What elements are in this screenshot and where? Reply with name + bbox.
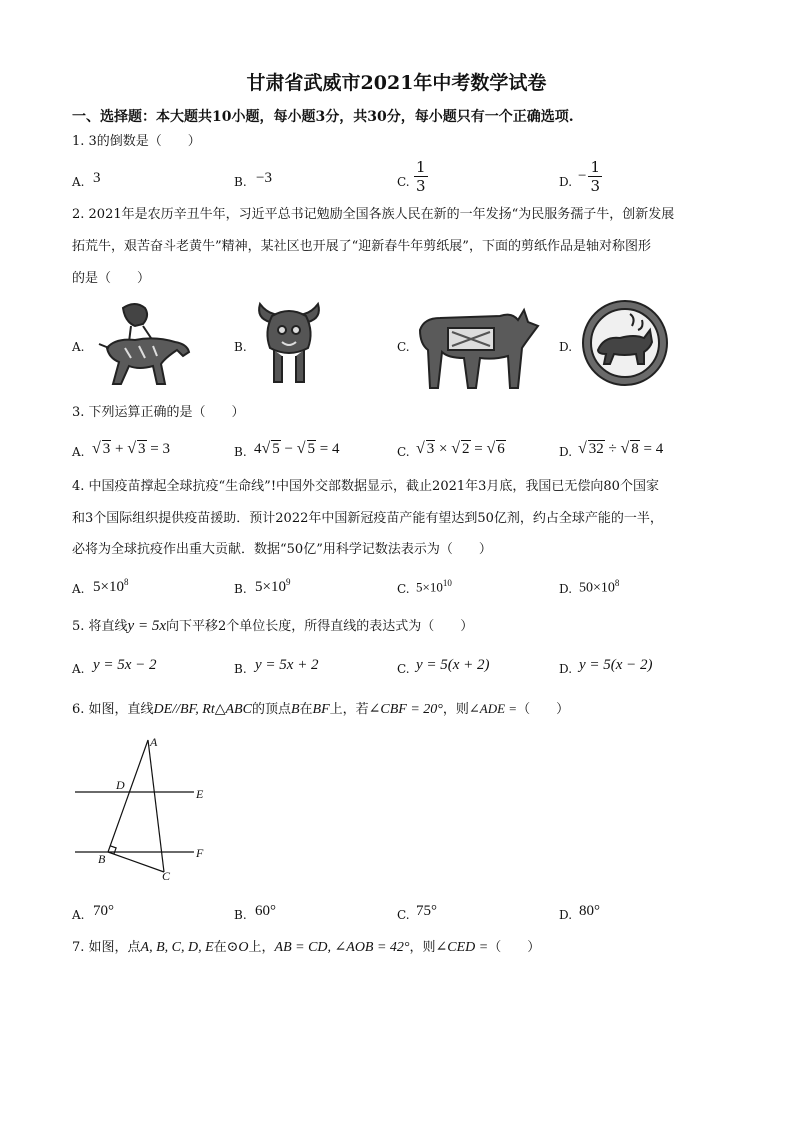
q1-d-numerator: 1 — [590, 158, 601, 176]
q4-option-c — [416, 578, 452, 595]
q6-stem — [72, 702, 569, 716]
q3-option-d: √ 32 ÷ √ 8 = 4 — [578, 440, 664, 457]
q3-d-result: = 4 — [643, 441, 664, 457]
q3-b-radicand-2: 5 — [307, 441, 316, 457]
q3-a-radicand-1: 3 — [102, 441, 111, 457]
q4-label-a: A. — [72, 582, 85, 596]
q7-math-3: ∠CED = — [435, 940, 489, 955]
q6-option-d: 80° — [579, 903, 600, 919]
q3-a-op: + — [115, 441, 124, 457]
q6-math-5: ∠ADE = — [468, 701, 518, 716]
label-f: F — [196, 846, 204, 860]
q7-mid-2: 上， — [248, 940, 275, 955]
q7-circle: ⊙O — [226, 940, 249, 955]
q3-d-radicand-1: 32 — [588, 441, 604, 457]
label-d: D — [116, 778, 125, 792]
q6-end: （ ） — [517, 702, 570, 717]
q1-option-a: 3 — [93, 170, 101, 186]
q5-pre: 5. 将直线 — [72, 619, 128, 634]
q5-stem — [72, 620, 473, 633]
q6-math-3: BF — [312, 702, 330, 717]
q1-c-denominator: 3 — [416, 177, 426, 195]
q4-a-base: 5×10 — [93, 579, 124, 595]
q6-label-b: B. — [234, 908, 247, 922]
ox-papercut-d-icon — [580, 298, 670, 388]
ox-papercut-c-icon — [414, 300, 542, 392]
q2-label-d: D. — [559, 340, 573, 354]
q3-option-c: √ 3 × √ 2 = √ 6 — [416, 440, 505, 457]
q3-c-eq: = — [474, 441, 483, 457]
q4-option-a — [93, 577, 128, 596]
q3-label-d: D. — [559, 445, 573, 459]
q5-label-a: A. — [72, 662, 85, 676]
q7-mid-3: ，则 — [409, 940, 436, 955]
q3-d-radicand-2: 8 — [631, 441, 639, 457]
q3-a-radicand-2: 3 — [138, 441, 146, 457]
q3-stem: 3. 下列运算正确的是（ ） — [72, 405, 245, 420]
q4-line-1: 4. 中国疫苗撑起全球抗疫“生命线”!中国外交部数据显示，截止2021年3月底，我国已无偿向80个国家 — [72, 479, 659, 494]
q6-pre: 6. 如图，直线 — [72, 702, 154, 717]
q5-option-b: y = 5x + 2 — [255, 657, 319, 673]
q1-label-a: A. — [72, 175, 85, 189]
section-heading: 一、选择题：本大题共10小题，每小题3分，共30分，每小题只有一个正确选项. — [72, 109, 574, 125]
q5-equation: y = 5x — [127, 618, 166, 634]
q5-option-c: y = 5(x + 2) — [416, 657, 490, 673]
q1-option-d — [578, 158, 602, 195]
q4-b-exp: 9 — [285, 577, 291, 587]
q6-math-2: B — [290, 702, 300, 717]
q6-math-1: DE//BF, Rt△ABC — [153, 702, 252, 717]
q7-math-1: A, B, C, D, E — [140, 940, 214, 955]
q4-b-base: 5×10 — [255, 579, 286, 595]
q4-line-2: 和3个国际组织提供疫苗援助．预计2022年中国新冠疫苗产能有望达到50亿剂，约占全球产能的一半， — [72, 511, 663, 526]
q2-label-b: B. — [234, 340, 247, 354]
q6-option-c: 75° — [416, 903, 437, 919]
q1-label-c: C. — [397, 175, 410, 189]
q4-c-base: 5×10 — [416, 579, 443, 595]
q4-line-3: 必将为全球抗疫作出重大贡献．数据“50亿”用科学记数法表示为（ ） — [72, 542, 492, 557]
q3-option-a: √ 3 + √ 3 = 3 — [92, 440, 170, 457]
q3-b-result: = 4 — [319, 441, 340, 457]
q6-mid-2: 在 — [299, 702, 313, 717]
q5-label-d: D. — [559, 662, 573, 676]
q1-d-denominator: 3 — [590, 177, 601, 195]
q3-b-radicand-1: 5 — [272, 441, 280, 457]
q5-post: 向下平移2个单位长度，所得直线的表达式为（ ） — [165, 619, 474, 634]
ox-papercut-a-icon — [95, 298, 195, 390]
q6-mid-1: 的顶点 — [251, 702, 291, 717]
label-a: A — [150, 735, 158, 749]
q4-label-d: D. — [559, 582, 573, 596]
segment-ab — [108, 740, 148, 852]
q2-line-1: 2. 2021年是农历辛丑牛年，习近平总书记勉励全国各族人民在新的一年发扬“为民服务孺子牛，创新发展 — [72, 207, 675, 222]
q6-math-4: ∠CBF = 20° — [368, 702, 443, 717]
q6-label-a: A. — [72, 908, 85, 922]
q6-mid-4: ，则 — [442, 702, 469, 717]
q2-line-3: 的是（ ） — [72, 271, 151, 286]
q1-option-c — [412, 158, 428, 195]
q4-d-base: 50×10 — [579, 580, 615, 596]
label-b: B — [98, 852, 106, 866]
q6-label-c: C. — [397, 908, 410, 922]
q1-label-d: D. — [559, 175, 573, 189]
q2-label-a: A. — [72, 340, 85, 354]
page-title: 甘肃省武威市2021年中考数学试卷 — [246, 72, 547, 94]
q3-label-c: C. — [397, 445, 410, 459]
q2-line-2: 拓荒牛，艰苦奋斗老黄牛”精神，某社区也开展了“迎新春牛年剪纸展”，下面的剪纸作品是轴对称图形 — [72, 239, 651, 254]
q3-c-radicand-2: 2 — [462, 441, 470, 457]
q4-a-exp: 8 — [123, 577, 129, 587]
q4-c-exp: 10 — [442, 578, 452, 588]
q5-option-a: y = 5x − 2 — [93, 657, 157, 673]
q6-mid-3: 上，若 — [329, 702, 369, 717]
q4-option-d — [579, 578, 619, 597]
q6-option-b: 60° — [255, 903, 276, 919]
segment-bc — [108, 852, 164, 872]
q7-math-2: AB = CD, ∠AOB = 42° — [274, 940, 410, 955]
q3-label-a: A. — [72, 445, 85, 459]
q3-d-op: ÷ — [608, 441, 617, 457]
q5-label-b: B. — [234, 662, 247, 676]
q3-c-radicand-1: 3 — [426, 441, 435, 457]
q1-stem: 1. 3的倒数是（ ） — [72, 134, 201, 149]
q2-label-c: C. — [397, 340, 410, 354]
label-e: E — [196, 787, 204, 801]
q4-label-b: B. — [234, 582, 247, 596]
q6-geometry-figure — [70, 730, 220, 890]
q7-pre: 7. 如图，点 — [72, 940, 141, 955]
q7-stem — [72, 941, 540, 954]
ox-papercut-b-icon — [252, 296, 326, 390]
q1-label-b: B. — [234, 175, 247, 189]
q1-d-sign: − — [578, 168, 587, 184]
q5-label-c: C. — [397, 662, 410, 676]
q3-b-coef: 4 — [254, 441, 262, 457]
q6-label-d: D. — [559, 908, 573, 922]
q7-end: （ ） — [488, 940, 541, 955]
q3-option-b: 4√ 5 − √ 5 = 4 — [254, 440, 340, 457]
q4-option-b — [255, 577, 290, 596]
q1-option-b: −3 — [256, 170, 272, 186]
q3-c-radicand-3: 6 — [497, 441, 505, 457]
q3-a-result: = 3 — [150, 441, 170, 457]
q5-option-d: y = 5(x − 2) — [579, 657, 653, 673]
q4-label-c: C. — [397, 582, 410, 596]
q3-c-op: × — [439, 441, 448, 457]
q7-mid-1: 在 — [213, 940, 227, 955]
q3-b-op: − — [284, 441, 293, 457]
q1-c-numerator: 1 — [416, 158, 426, 176]
label-c: C — [162, 869, 171, 883]
q4-d-exp: 8 — [614, 578, 620, 588]
q6-option-a: 70° — [93, 903, 114, 919]
q3-label-b: B. — [234, 445, 247, 459]
